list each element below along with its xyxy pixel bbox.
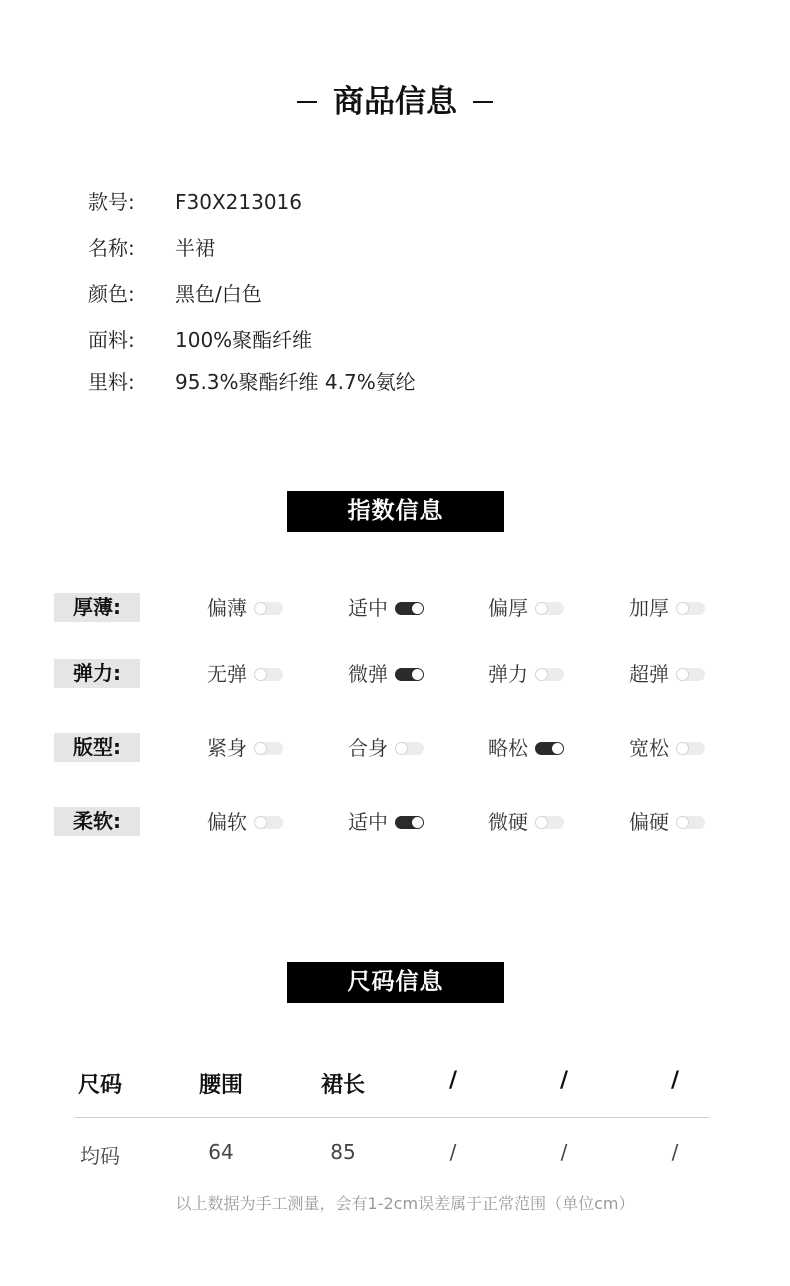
- index-option-label: 宽松: [629, 736, 669, 760]
- index-option: [629, 593, 705, 622]
- index-option: [207, 593, 283, 622]
- toggle-knob: [677, 817, 688, 828]
- index-option: [488, 659, 564, 688]
- index-option-label: 偏厚: [488, 596, 528, 620]
- title-dash-left: [297, 101, 317, 103]
- title-dash-right: [473, 101, 493, 103]
- toggle-knob: [536, 603, 547, 614]
- product-info-title-text: 商品信息: [333, 84, 457, 120]
- info-value: F30X213016: [175, 190, 303, 214]
- table-header-cell: 尺码: [77, 1073, 122, 1098]
- toggle-knob: [536, 817, 547, 828]
- index-option: [207, 733, 283, 762]
- info-label: 款号:: [88, 190, 135, 214]
- table-header-cell: 裙长: [320, 1073, 365, 1098]
- table-divider: [75, 1117, 709, 1118]
- table-cell: /: [671, 1140, 679, 1164]
- toggle-knob: [552, 743, 563, 754]
- toggle-knob: [255, 817, 266, 828]
- measurement-note: 以上数据为手工测量，会有1-2cm误差属于正常范围（单位cm）: [175, 1194, 635, 1213]
- toggle-off-icon: [254, 816, 283, 829]
- toggle-off-icon: [535, 668, 564, 681]
- toggle-knob: [677, 669, 688, 680]
- index-option-label: 偏软: [207, 810, 247, 834]
- toggle-off-icon: [676, 816, 705, 829]
- index-option-label: 超弹: [629, 662, 669, 686]
- index-row-label: 版型:: [54, 733, 140, 762]
- index-row-label: 弹力:: [54, 659, 140, 688]
- info-value: 半裙: [175, 236, 215, 260]
- index-option-label: 微硬: [488, 810, 528, 834]
- index-option-label: 弹力: [488, 662, 528, 686]
- toggle-knob: [412, 669, 423, 680]
- toggle-on-icon: [395, 668, 424, 681]
- table-header-cell: 腰围: [198, 1073, 243, 1098]
- index-option-label: 加厚: [629, 596, 669, 620]
- index-option-label: 微弹: [348, 662, 388, 686]
- index-option: [348, 593, 424, 622]
- index-option: [348, 807, 424, 836]
- index-info-banner: 指数信息: [287, 491, 504, 532]
- toggle-off-icon: [254, 742, 283, 755]
- index-option: [488, 807, 564, 836]
- toggle-off-icon: [676, 668, 705, 681]
- info-label: 面料:: [88, 328, 135, 352]
- info-label: 颜色:: [88, 282, 135, 306]
- index-option-label: 略松: [488, 736, 528, 760]
- index-option: [348, 733, 424, 762]
- toggle-on-icon: [535, 742, 564, 755]
- index-option: [348, 659, 424, 688]
- index-option-label: 无弹: [207, 662, 247, 686]
- index-option-label: 适中: [348, 810, 388, 834]
- toggle-off-icon: [254, 602, 283, 615]
- table-header-cell: /: [670, 1068, 680, 1093]
- info-row-fabric: [88, 324, 312, 353]
- info-label: 里料:: [88, 370, 135, 394]
- info-label: 名称:: [88, 236, 135, 260]
- toggle-knob: [255, 603, 266, 614]
- info-value: 95.3%聚酯纤维 4.7%氨纶: [175, 370, 416, 394]
- table-cell: /: [560, 1140, 568, 1164]
- toggle-knob: [677, 743, 688, 754]
- toggle-knob: [412, 603, 423, 614]
- toggle-off-icon: [535, 602, 564, 615]
- index-option: [629, 659, 705, 688]
- table-header-cell: /: [448, 1068, 458, 1093]
- index-row-label: 柔软:: [54, 807, 140, 836]
- index-option: [629, 733, 705, 762]
- toggle-off-icon: [676, 742, 705, 755]
- toggle-knob: [412, 817, 423, 828]
- table-cell: 85: [330, 1140, 356, 1164]
- toggle-knob: [536, 669, 547, 680]
- info-row-name: [88, 232, 215, 261]
- toggle-on-icon: [395, 602, 424, 615]
- info-value: 黑色/白色: [175, 282, 262, 306]
- toggle-knob: [255, 669, 266, 680]
- toggle-off-icon: [254, 668, 283, 681]
- toggle-off-icon: [395, 742, 424, 755]
- index-option: [207, 807, 283, 836]
- toggle-knob: [255, 743, 266, 754]
- table-header-cell: /: [559, 1068, 569, 1093]
- index-row-label: 厚薄:: [54, 593, 140, 622]
- index-option-label: 偏硬: [629, 810, 669, 834]
- index-option-label: 偏薄: [207, 596, 247, 620]
- index-option-label: 紧身: [207, 736, 247, 760]
- index-option-label: 适中: [348, 596, 388, 620]
- info-row-style-number: [88, 186, 302, 215]
- info-row-color: [88, 278, 262, 307]
- table-cell: /: [449, 1140, 457, 1164]
- index-option: [629, 807, 705, 836]
- info-value: 100%聚酯纤维: [175, 328, 313, 352]
- table-cell: 64: [208, 1140, 234, 1164]
- table-cell: 均码: [80, 1144, 120, 1168]
- index-option-label: 合身: [348, 736, 388, 760]
- toggle-knob: [396, 743, 407, 754]
- toggle-knob: [677, 603, 688, 614]
- toggle-on-icon: [395, 816, 424, 829]
- toggle-off-icon: [676, 602, 705, 615]
- size-info-banner: 尺码信息: [287, 962, 504, 1003]
- toggle-off-icon: [535, 816, 564, 829]
- index-option: [207, 659, 283, 688]
- index-option: [488, 733, 564, 762]
- index-option: [488, 593, 564, 622]
- product-info-title: [0, 76, 790, 121]
- info-row-lining: [88, 366, 416, 395]
